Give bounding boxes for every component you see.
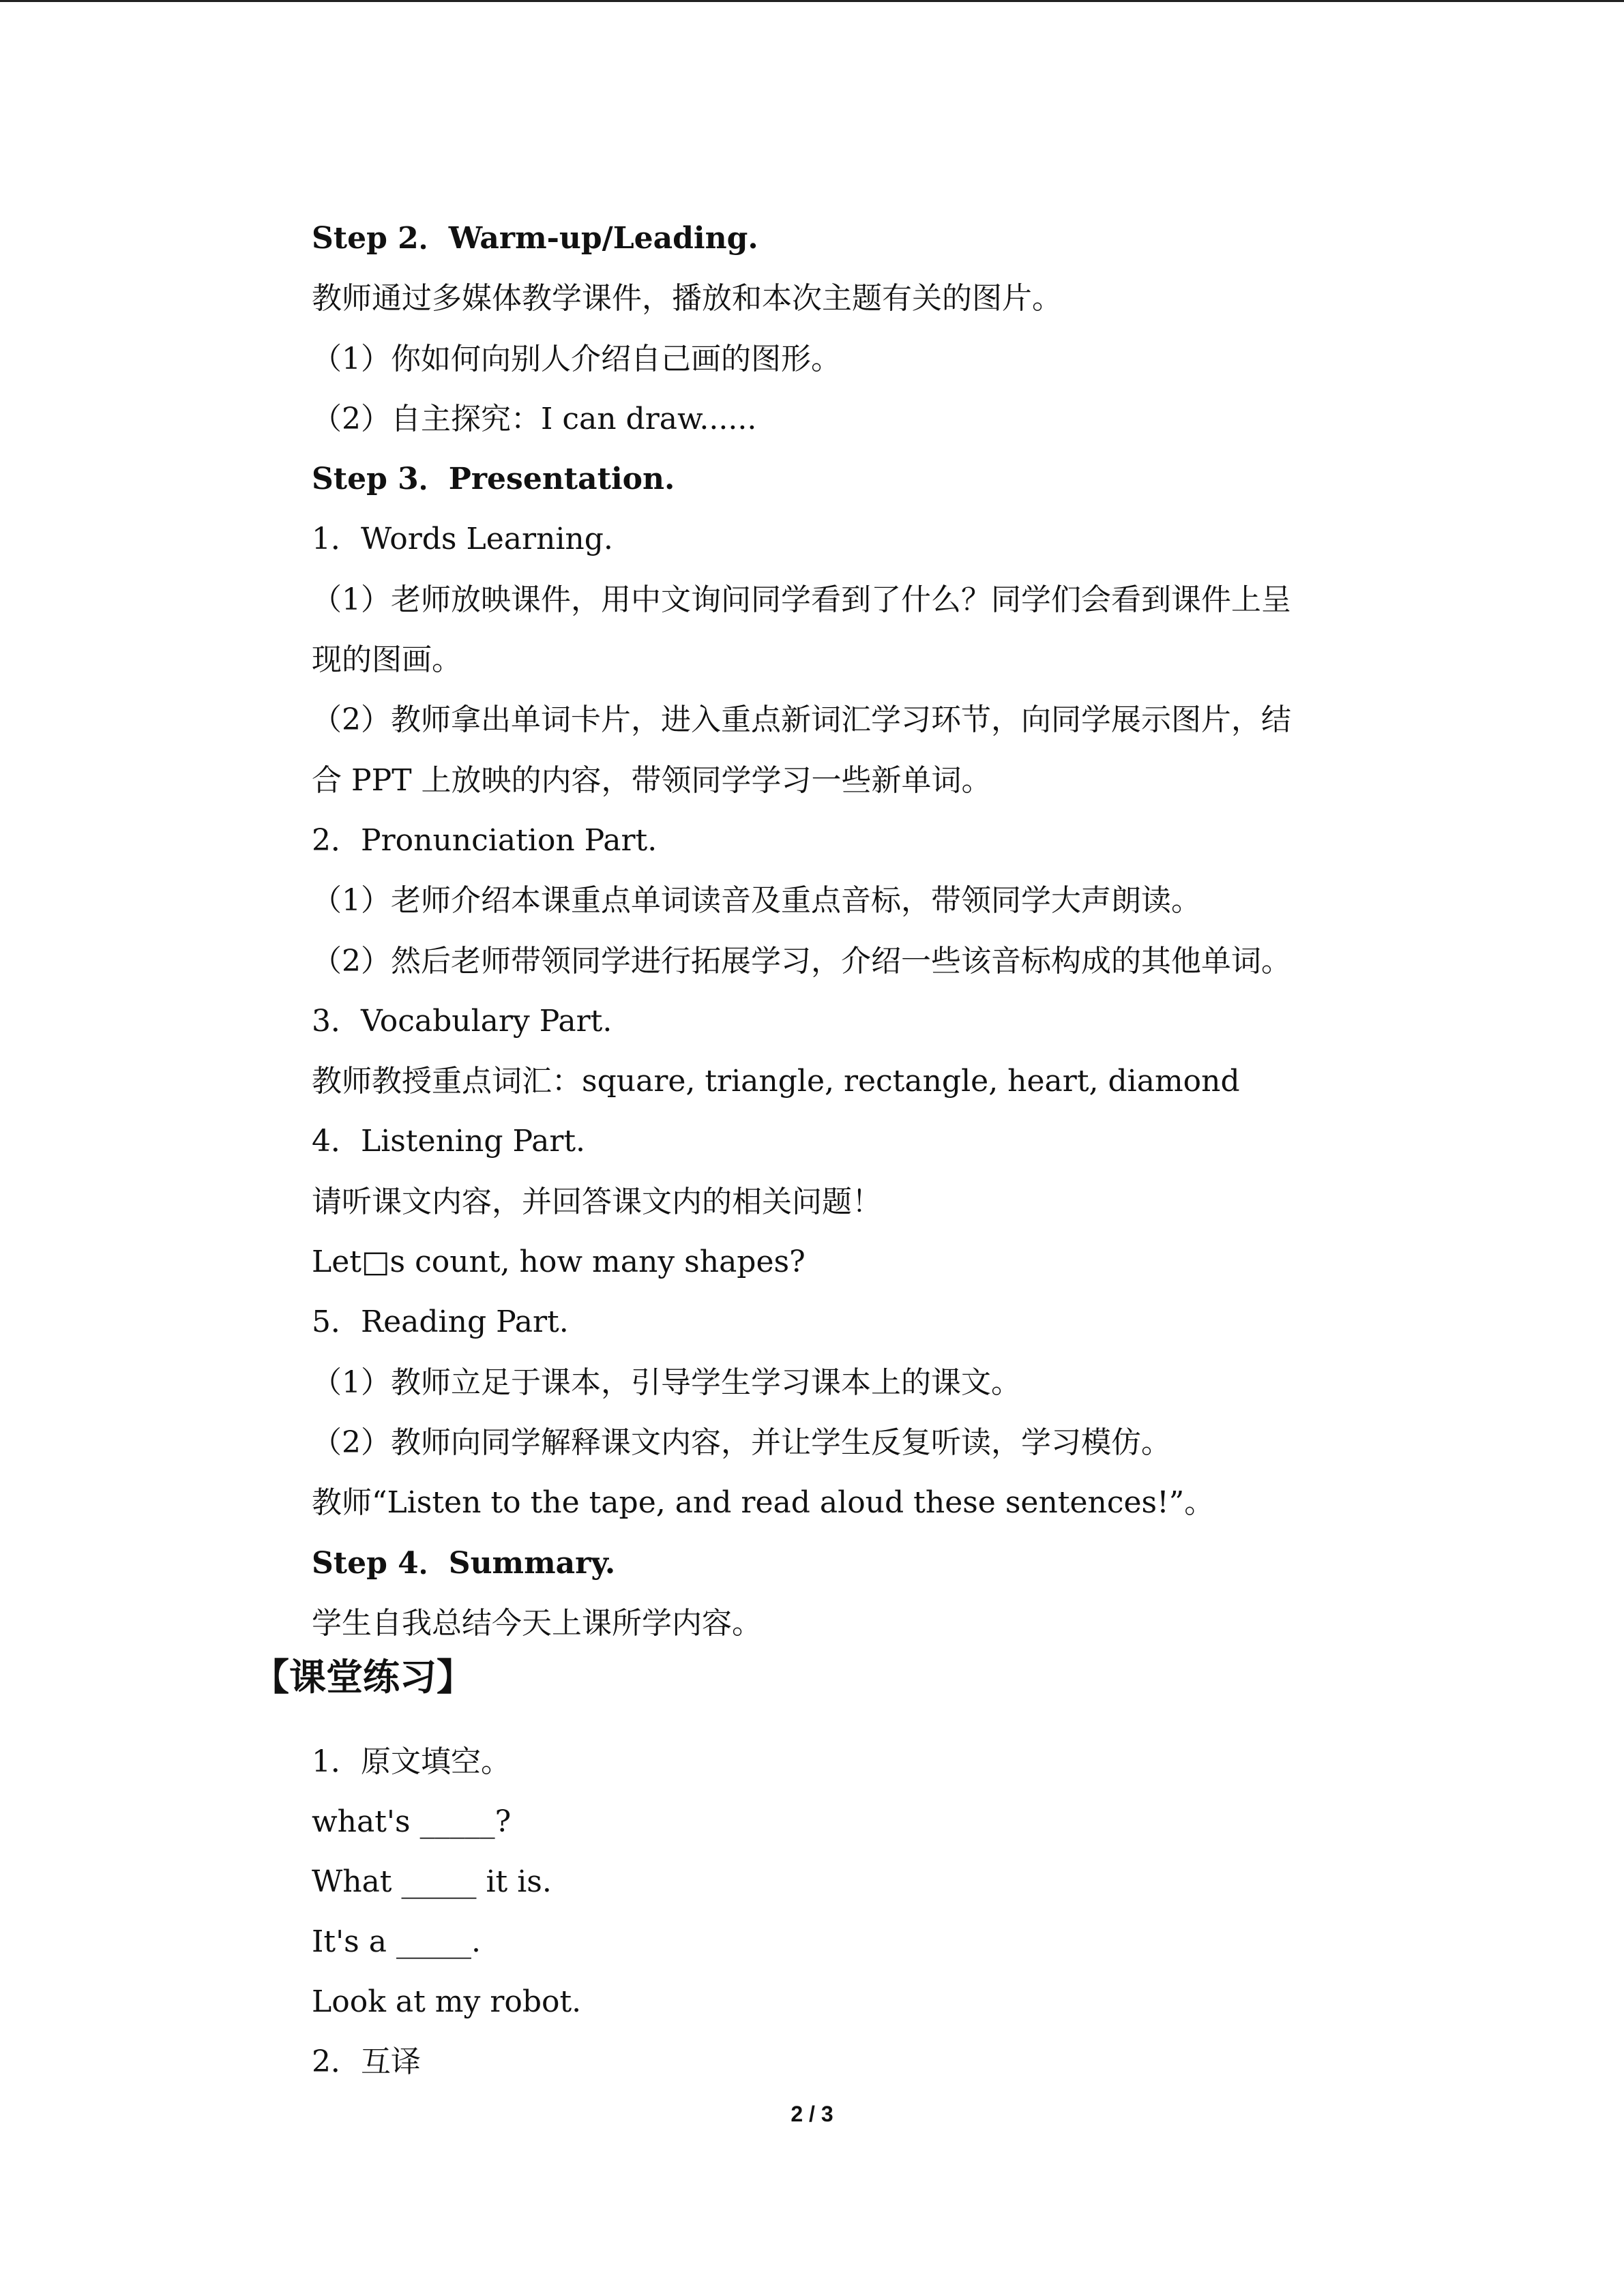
text-line: （1）你如何向别人介绍自己画的图形。 bbox=[312, 341, 841, 376]
text-line: Let□s count, how many shapes? bbox=[312, 1244, 806, 1280]
text-line: 5．Reading Part. bbox=[312, 1304, 569, 1340]
step3-heading: Step 3．Presentation. bbox=[312, 462, 675, 497]
text-line: 学生自我总结今天上课所学内容。 bbox=[312, 1605, 762, 1641]
text-line: 4．Listening Part. bbox=[312, 1124, 586, 1159]
text-line: 3．Vocabulary Part. bbox=[312, 1003, 612, 1039]
text-line: 教师教授重点词汇：square, triangle, rectangle, heart, diamond bbox=[312, 1064, 1240, 1099]
exercise-line: It's a _____. bbox=[312, 1924, 481, 1959]
text-line: （1）教师立足于课本，引导学生学习课本上的课文。 bbox=[312, 1365, 1021, 1400]
exercise-block bbox=[312, 1732, 1376, 2092]
page-number: 2 / 3 bbox=[791, 2102, 833, 2126]
text-line: 教师“Listen to the tape, and read aloud these sentences!”。 bbox=[312, 1485, 1215, 1521]
exercise-line: 2．互译 bbox=[312, 2044, 421, 2079]
step4-heading: Step 4．Summary. bbox=[312, 1545, 616, 1581]
text-line: 请听课文内容，并回答课文内的相关问题！ bbox=[312, 1184, 882, 1219]
text-line: （1）老师放映课件，用中文询问同学看到了什么？同学们会看到课件上呈 bbox=[312, 582, 1291, 617]
text-line: （2）教师向同学解释课文内容，并让学生反复听读，学习模仿。 bbox=[312, 1425, 1171, 1460]
text-line: （2）教师拿出单词卡片，进入重点新词汇学习环节，向同学展示图片，结 bbox=[312, 702, 1291, 738]
section-title: 【课堂练习】 bbox=[252, 1656, 473, 1699]
exercise-line: what's _____? bbox=[312, 1804, 512, 1839]
text-line: （1）老师介绍本课重点单词读音及重点音标，带领同学大声朗读。 bbox=[312, 883, 1201, 919]
text-line: 教师通过多媒体教学课件，播放和本次主题有关的图片。 bbox=[312, 281, 1062, 316]
text-line: 合 PPT 上放映的内容，带领同学学习一些新单词。 bbox=[312, 762, 992, 798]
text-line: （2）然后老师带领同学进行拓展学习，介绍一些该音标构成的其他单词。 bbox=[312, 943, 1291, 979]
lesson-steps bbox=[312, 209, 1376, 1654]
text-line: （2）自主探究：I can draw...... bbox=[312, 401, 757, 436]
text-line: 现的图画。 bbox=[312, 642, 462, 678]
top-border bbox=[0, 0, 1624, 2]
exercise-line: Look at my robot. bbox=[312, 1984, 582, 2019]
exercise-line: 1．原文填空。 bbox=[312, 1744, 511, 1779]
step2-heading: Step 2．Warm-up/Leading. bbox=[312, 221, 758, 256]
exercise-line: What _____ it is. bbox=[312, 1864, 552, 1899]
text-line: 2．Pronunciation Part. bbox=[312, 822, 658, 858]
text-line: 1．Words Learning. bbox=[312, 522, 613, 557]
